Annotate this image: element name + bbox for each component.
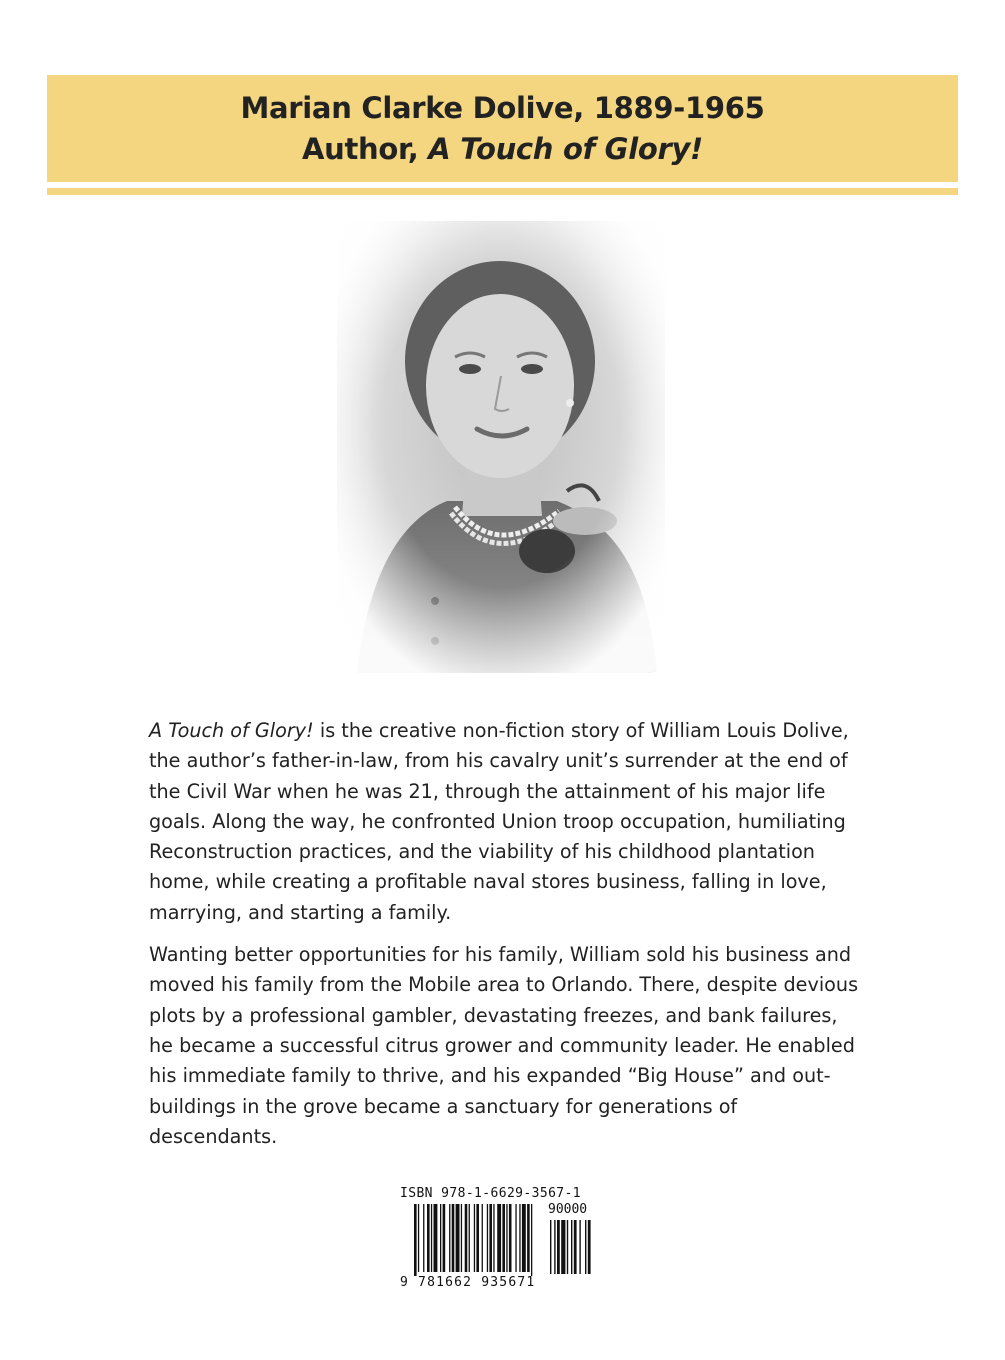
author-subheading: Author, A Touch of Glory! xyxy=(301,131,703,166)
book-description xyxy=(149,716,861,1164)
isbn-number: ISBN 978-1-6629-3567-1 xyxy=(400,1186,581,1201)
ean-number: 9 781662 935671 xyxy=(400,1275,536,1290)
description-book-title: A Touch of Glory! xyxy=(149,719,314,742)
portrait-illustration xyxy=(337,221,665,673)
header-divider xyxy=(47,188,958,195)
title-banner xyxy=(47,75,958,182)
price-code: 90000 xyxy=(548,1202,588,1217)
description-paragraph-1: A Touch of Glory! is the creative non-fiction story of William Louis Dolive, the author’s father-in-law, from his cavalry unit’s surrender at the end of the Civil War when he was 21, through the attainment of his major life goals. Along the way, he confronted Union troop occupation, humiliating Reconstruction practices, and the viability of his childhood plantation home, while creating a profitable naval stores business, falling in love, marrying, and starting a family. xyxy=(149,719,849,924)
description-paragraph-2: Wanting better opportunities for his family, William sold his business and moved his family from the Mobile area to Orlando. There, despite devious plots by a professional gambler, devastating freezes, and bank failures, he became a successful citrus grower and community leader. He enabled his immediate family to thrive, and his expanded “Big House” and out-buildings in the grove became a sanctuary for generations of descendants. xyxy=(149,943,859,1148)
author-heading: Marian Clarke Dolive, 1889-1965 xyxy=(240,90,765,125)
author-portrait xyxy=(337,221,665,673)
isbn-barcode xyxy=(400,1186,614,1292)
book-title: A Touch of Glory! xyxy=(428,131,703,166)
